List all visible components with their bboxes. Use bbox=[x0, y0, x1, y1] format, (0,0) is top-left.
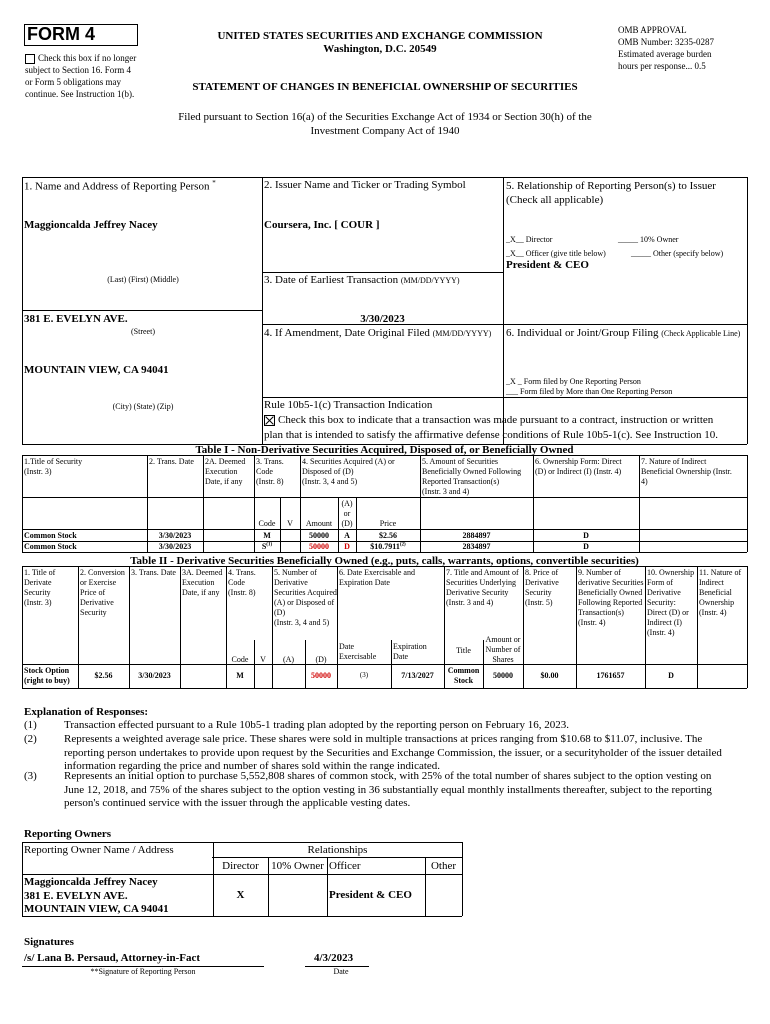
t1-r1-form: D bbox=[583, 531, 589, 540]
rule-10b5-checkbox[interactable] bbox=[264, 415, 275, 426]
rule-10b5-text-2: plan that is intended to satisfy the affirmative defense conditions of Rule 10b5-1(c). See Instruction 10. bbox=[264, 429, 719, 441]
t1-sub-code: Code bbox=[258, 519, 276, 528]
t2-sub-exer: Date Exercisable bbox=[339, 642, 377, 661]
statement-title: STATEMENT OF CHANGES IN BENEFICIAL OWNERSHIP OF SECURITIES bbox=[192, 81, 578, 93]
t1-r1-amount: 50000 bbox=[309, 531, 329, 540]
rel-director: _X__ Director bbox=[506, 235, 553, 244]
t2-sub-d: (D) bbox=[315, 655, 327, 664]
t2-h3: 3. Trans. Date bbox=[131, 568, 176, 577]
t2-r1-date: 3/30/2023 bbox=[138, 671, 171, 680]
omb-line-2: OMB Number: 3235-0287 bbox=[618, 37, 714, 47]
t1-r2-price: $10.7911$^{(2)}$ bbox=[370, 542, 406, 551]
t2-r1-title: Stock Option (right to buy) bbox=[24, 666, 70, 685]
t2-h8: 8. Price of Derivative Security (Instr. 5) bbox=[525, 568, 559, 607]
owners-col-relationships: Relationships bbox=[307, 844, 368, 856]
t2-h3a: 3A. Deemed Execution Date, if any bbox=[182, 568, 223, 597]
signature-date-caption: Date bbox=[333, 967, 349, 976]
t2-r1-owned: 1761657 bbox=[596, 671, 625, 680]
checkbox-line-2: subject to Section 16. Form 4 bbox=[25, 65, 131, 75]
t1-h7: 7. Nature of Indirect Beneficial Ownership (Instr. 4) bbox=[641, 457, 732, 486]
t2-r1-conv: $2.56 bbox=[94, 671, 113, 680]
issuer-name: Coursera, Inc. [ COUR ] bbox=[264, 219, 380, 231]
explanation-heading: Explanation of Responses: bbox=[24, 706, 149, 718]
t2-sub-exp: Expiration Date bbox=[393, 642, 427, 661]
box6-label: 6. Individual or Joint/Group Filing (Check Applicable Line) bbox=[506, 327, 741, 339]
signer-name: /s/ Lana B. Persaud, Attorney-in-Fact bbox=[24, 952, 200, 964]
t2-h4: 4. Trans. Code (Instr. 8) bbox=[228, 568, 256, 597]
t1-h2: 2. Trans. Date bbox=[149, 457, 194, 466]
section16-checkbox[interactable] bbox=[25, 54, 35, 64]
box2-label: 2. Issuer Name and Ticker or Trading Symbol bbox=[264, 179, 466, 191]
t2-h5: 5. Number of Derivative Securities Acquired (A) or Disposed of (D) (Instr. 3, 4 and 5) bbox=[274, 568, 337, 627]
omb-approval bbox=[618, 24, 714, 72]
t2-r1-form: D bbox=[668, 671, 674, 680]
box5-label: 5. Relationship of Reporting Person(s) to Issuer (Check all applicable) bbox=[506, 180, 716, 206]
t2-r1-amount: 50000 bbox=[493, 671, 513, 680]
explanation-2-text: Represents a weighted average sale price. These shares were sold in multiple transactions at prices ranging from $10.68 to $11.07, inclusive. The reporting person undertakes to provide upon request by the Securities and Exchange Commission, the issuer, or a securityholder of the issuer detailed information regarding the price and number of shares sold within the range indicated. bbox=[64, 733, 722, 772]
explanation-1-num: (1) bbox=[24, 719, 37, 731]
t2-h6: 6. Date Exercisable and Expiration Date bbox=[339, 568, 415, 587]
box4-label: 4. If Amendment, Date Original Filed (MM/DD/YYYY) bbox=[264, 327, 492, 339]
owners-col-10pct: 10% Owner bbox=[271, 860, 324, 872]
t1-sub-amount: Amount bbox=[305, 519, 333, 528]
t1-r2-amount: 50000 bbox=[309, 542, 329, 551]
t1-r2-title: Common Stock bbox=[24, 542, 77, 551]
form-title: FORM 4 bbox=[27, 24, 96, 44]
t1-r1-code: M bbox=[263, 531, 271, 540]
t1-sub-aord: (A) or (D) bbox=[341, 499, 353, 528]
rel-other: _____ Other (specify below) bbox=[631, 249, 724, 258]
t1-sub-price: Price bbox=[379, 519, 397, 528]
t1-r1-title: Common Stock bbox=[24, 531, 77, 540]
checkbox-line-4: continue. See Instruction 1(b). bbox=[25, 89, 135, 99]
table2-title: Table II - Derivative Securities Beneficially Owned (e.g., puts, calls, warrants, options, convertible securities) bbox=[130, 555, 639, 567]
omb-line-1: OMB APPROVAL bbox=[618, 25, 687, 35]
t2-h9: 9. Number of derivative Securities Beneficially Owned Following Reported Transaction(s) (Instr. 4) bbox=[578, 568, 644, 627]
t1-r1-date: 3/30/2023 bbox=[158, 531, 192, 540]
signature-caption: **Signature of Reporting Person bbox=[90, 967, 196, 976]
reporting-city: MOUNTAIN VIEW, CA 94041 bbox=[24, 364, 169, 376]
explanation-3-num: (3) bbox=[24, 770, 37, 782]
filing-more-persons: ___ Form filed by More than One Reporting Person bbox=[506, 387, 673, 396]
earliest-transaction-date: 3/30/2023 bbox=[360, 313, 405, 325]
t2-r1-code: M bbox=[236, 671, 244, 680]
t2-sub-amount: Amount or Number of Shares bbox=[485, 635, 521, 664]
omb-line-3: Estimated average burden bbox=[618, 49, 712, 59]
t1-h6: 6. Ownership Form: Direct (D) or Indirect (I) (Instr. 4) bbox=[535, 457, 622, 476]
t1-r2-owned: 2834897 bbox=[462, 542, 491, 551]
t1-r2-form: D bbox=[583, 542, 589, 551]
rel-10pct-owner: _____ 10% Owner bbox=[618, 235, 679, 244]
t1-h1: 1.Title of Security (Instr. 3) bbox=[24, 457, 83, 476]
explanation-1-text: Transaction effected pursuant to a Rule 10b5-1 trading plan adopted by the reporting person on February 16, 2023. bbox=[64, 719, 569, 731]
t1-r2-code: $S^{(1)}$ bbox=[261, 542, 273, 551]
explanation-3-text: Represents an initial option to purchase 5,552,808 shares of common stock, with 25% of the total number of shares subject to the option vesting on June 12, 2018, and 75% of the shares subject to the option vesting in 36 substantially equal monthly installments thereafter, subject to the reporting person's continued service with the issuer through the applicable vesting dates. bbox=[64, 770, 712, 809]
filed-pursuant-1: Filed pursuant to Section 16(a) of the Securities Exchange Act of 1934 or Section 30(h) of the bbox=[178, 111, 592, 123]
owner-name-address: Maggioncalda Jeffrey Nacey 381 E. EVELYN AVE. MOUNTAIN VIEW, CA 94041 bbox=[24, 876, 169, 915]
checkbox-line-1: Check this box if no longer bbox=[38, 53, 137, 63]
t1-r1-price: $2.56 bbox=[379, 531, 397, 540]
filing-one-person: _X _ Form filed by One Reporting Person bbox=[506, 377, 641, 386]
t2-h1: 1. Title of Derivate Security (Instr. 3) bbox=[24, 568, 56, 607]
t2-r1-price: $0.00 bbox=[540, 671, 559, 680]
t2-sub-a: (A) bbox=[282, 655, 295, 664]
signature-date: 4/3/2023 bbox=[314, 952, 354, 964]
omb-line-4: hours per response... 0.5 bbox=[618, 61, 706, 71]
rule-10b5-text-1[interactable]: Check this box to indicate that a transaction was made pursuant to a contract, instruction or written bbox=[264, 414, 713, 426]
reporting-street: 381 E. EVELYN AVE. bbox=[24, 313, 128, 325]
explanation-2-num: (2) bbox=[24, 733, 37, 745]
t1-r2-date: 3/30/2023 bbox=[158, 542, 192, 551]
t1-sub-v: V bbox=[287, 519, 293, 528]
t1-h3: 3. Trans. Code (Instr. 8) bbox=[256, 457, 284, 486]
t2-r1-exp: 7/13/2027 bbox=[401, 671, 434, 680]
city-caption: (City) (State) (Zip) bbox=[112, 402, 174, 411]
rel-officer: _X__ Officer (give title below) bbox=[506, 249, 606, 258]
box3-label: 3. Date of Earliest Transaction (MM/DD/YYYY) bbox=[264, 274, 460, 286]
street-caption: (Street) bbox=[131, 327, 155, 336]
section16-checkbox-text[interactable] bbox=[25, 52, 136, 100]
owners-col-other: Other bbox=[430, 860, 457, 872]
signatures-heading: Signatures bbox=[24, 936, 74, 948]
officer-title: President & CEO bbox=[506, 259, 589, 271]
t1-h5: 5. Amount of Securities Beneficially Owned Following Reported Transaction(s) (Instr. 3 and 4) bbox=[422, 457, 522, 496]
owners-col-name: Reporting Owner Name / Address bbox=[24, 844, 174, 856]
t1-r1-aord: A bbox=[344, 531, 350, 540]
box1-label: 1. Name and Address of Reporting Person * bbox=[24, 179, 216, 193]
owner-director: X bbox=[236, 889, 245, 901]
t2-r1-d: 50000 bbox=[311, 671, 331, 680]
agency-name: UNITED STATES SECURITIES AND EXCHANGE COMMISSION bbox=[217, 30, 543, 42]
t2-r1-exer: (3) bbox=[359, 671, 369, 679]
filed-pursuant-2: Investment Company Act of 1940 bbox=[310, 125, 460, 137]
t2-sub-code: Code bbox=[231, 655, 249, 664]
owners-col-officer: Officer bbox=[329, 860, 361, 872]
t2-h2: 2. Conversion or Exercise Price of Derivative Security bbox=[80, 568, 125, 617]
t2-sub-title: Title bbox=[456, 646, 471, 655]
owner-officer: President & CEO bbox=[329, 889, 412, 901]
checkbox-line-3: or Form 5 obligations may bbox=[25, 77, 121, 87]
t1-h4: 4. Securities Acquired (A) or Disposed of (D) (Instr. 3, 4 and 5) bbox=[302, 457, 395, 486]
table1-title: Table I - Non-Derivative Securities Acquired, Disposed of, or Beneficially Owned bbox=[195, 444, 574, 456]
t2-h7: 7. Title and Amount of Securities Underlying Derivative Security (Instr. 3 and 4) bbox=[446, 568, 519, 607]
rule-10b5-label: Rule 10b5-1(c) Transaction Indication bbox=[264, 399, 433, 411]
t2-sub-v: V bbox=[260, 655, 266, 664]
owners-heading: Reporting Owners bbox=[24, 828, 112, 840]
reporting-person-name: Maggioncalda Jeffrey Nacey bbox=[24, 219, 158, 231]
owners-col-director: Director bbox=[222, 860, 259, 872]
t1-r2-aord: D bbox=[344, 542, 350, 551]
name-caption: (Last) (First) (Middle) bbox=[107, 275, 179, 284]
t2-h10: 10. Ownership Form of Derivative Security: Direct (D) or Indirect (I) (Instr. 4) bbox=[647, 568, 695, 637]
agency-location: Washington, D.C. 20549 bbox=[323, 43, 437, 55]
t2-h11: 11. Nature of Indirect Beneficial Ownership (Instr. 4) bbox=[699, 568, 742, 617]
t1-r1-owned: 2884897 bbox=[462, 531, 491, 540]
t1-h2a: 2A. Deemed Execution Date, if any bbox=[205, 457, 246, 486]
t2-r1-sec: Common Stock bbox=[447, 666, 480, 685]
